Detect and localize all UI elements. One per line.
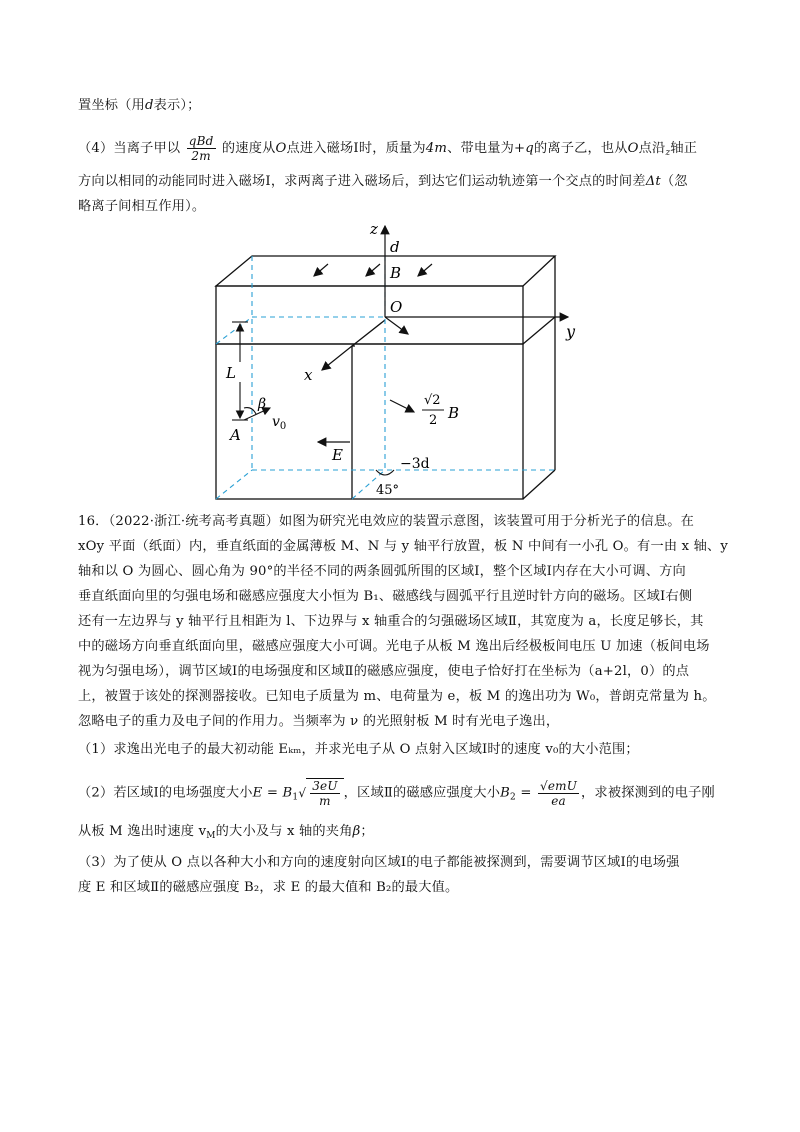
q16-line-6 <box>78 637 710 657</box>
q16-part1 <box>78 740 639 760</box>
hidden-mid-left-edge <box>216 317 252 344</box>
q16-p2-B2-sub: 2 <box>510 792 516 803</box>
q16-line-7 <box>78 662 689 682</box>
label-v0-sub: 0 <box>279 421 287 432</box>
label-d: d <box>390 238 400 256</box>
q16-l5-text: 还有一左边界与 y 轴平行且相距为 l、下边界与 x 轴重合的匀强磁场区域Ⅱ，其宽度为 a，长度足够长，其 <box>78 614 704 629</box>
label-b2-coef-num: √2 <box>424 393 441 408</box>
x-axis-arrow <box>322 346 352 370</box>
q15-p4-O2: O <box>627 141 639 156</box>
label-E: E <box>332 446 343 464</box>
label-minus-3d: −3d <box>400 456 430 472</box>
q16-line-8 <box>78 687 716 707</box>
label-z: z <box>370 222 378 238</box>
q16-p2-eq: = <box>515 785 536 801</box>
q15-p4-z: z <box>665 148 671 158</box>
q16-p2-frac-num: √emU <box>540 778 578 793</box>
beta-arc <box>244 408 256 414</box>
q15-line-a-text: 置坐标（用 <box>78 98 145 113</box>
q15-line-d <box>78 197 205 217</box>
q15-p4-label: （4）当离子甲以 <box>78 141 181 156</box>
q15-var-d: d <box>144 98 154 113</box>
label-45-degree: 45° <box>376 483 400 498</box>
q15-line-coordinates <box>78 96 201 116</box>
label-B2: B <box>448 404 460 422</box>
q16-p1-text: （1）求逸出光电子的最大初动能 Eₖₘ，并求光电子从 O 点射入区域Ⅰ时的速度 v₀的大小范围； <box>78 742 639 757</box>
q16-p2-b: ，区域Ⅱ的磁感应强度大小 <box>343 785 501 801</box>
q16-p2-E: E = B <box>252 785 293 801</box>
magnetic-field-diagram <box>200 222 580 504</box>
q16-p3-l1-text: （3）为了使从 O 点以各种大小和方向的速度射向区域Ⅰ的电子都能被探测到，需要调节区域Ⅰ的电场强 <box>78 855 680 870</box>
q16-l3-text: 轴和以 O 为圆心、圆心角为 90°的半径不同的两条圆弧所围的区域Ⅰ，整个区域Ⅰ内存在大小可调、方向 <box>78 564 686 579</box>
inner-divider-line <box>352 346 355 499</box>
q16-p2-line2-sub: M <box>206 831 216 841</box>
q16-l1-text: 16．（2022·浙江·统考高考真题）如图为研究光电效应的装置示意图，该装置可用于分析光子的信息。在 <box>78 514 694 529</box>
q16-l9-text: 忽略电子的重力及电子间的作用力。当频率为 ν 的光照射板 M 时有光电子逸出， <box>78 714 560 729</box>
q16-line-9 <box>78 712 559 732</box>
label-b2-coef-den: 2 <box>429 413 438 428</box>
q16-line-3 <box>78 562 686 582</box>
q16-p2-line2-a: 从板 M 逸出时速度 v <box>78 824 207 839</box>
q15-p4-mass: 4m <box>425 141 448 156</box>
angle-45-arc <box>376 470 394 475</box>
q16-p2-sqrt-den: m <box>319 794 331 808</box>
q15-part4-line <box>78 134 697 163</box>
label-x: x <box>304 366 313 384</box>
label-O: O <box>390 298 403 316</box>
q15-line-c <box>78 172 688 192</box>
q16-p2-frac-den: ea <box>551 793 566 808</box>
q16-p3-l2-text: 度 E 和区域Ⅱ的磁感应强度 B₂，求 E 的最大值和 B₂的最大值。 <box>78 880 459 895</box>
q16-part3-line1 <box>78 853 679 873</box>
q16-p2-B2: B <box>500 785 511 801</box>
q16-line-2 <box>78 537 728 557</box>
q16-p2-line2-b: 的大小及与 x 轴的夹角 <box>215 824 353 839</box>
label-A: A <box>230 426 241 444</box>
q16-l2-text: xOy 平面（纸面）内，垂直纸面的金属薄板 M、N 与 y 轴平行放置，板 N 中间有一小孔 O。有一由 x 轴、y <box>78 539 729 554</box>
box-lower-front <box>216 344 523 499</box>
q16-l8-text: 上，被置于该处的探测器接收。已知电子质量为 m、电荷量为 e，板 M 的逸出功为 W₀，普朗克常量为 h。 <box>78 689 716 704</box>
q15-line-c-end: （忽 <box>660 174 688 189</box>
q15-line-a-end: 表示）； <box>153 98 201 113</box>
q16-l7-text: 视为匀强电场），调节区域Ⅰ的电场强度和区域Ⅱ的磁感应强度，使电子恰好打在坐标为（a+2l，0）的点 <box>78 664 690 679</box>
q16-p2-frac <box>538 779 579 808</box>
q15-var-delta-t: Δt <box>645 174 661 189</box>
q15-p4-t3: 、带电量为 <box>447 141 515 156</box>
q15-p4-charge: +q <box>514 141 534 156</box>
q15-p4-frac-den: 2m <box>191 149 211 163</box>
q16-line-1 <box>78 512 694 532</box>
label-B: B <box>390 264 402 282</box>
box-mid-right-edge <box>523 317 555 344</box>
q16-p2-E-sub: 1 <box>292 792 299 803</box>
b-arrow-2 <box>366 264 380 276</box>
q16-line-4 <box>78 587 692 607</box>
q15-p4-t6: 轴正 <box>670 141 698 156</box>
q16-l4-text: 垂直纸面向里的匀强电场和磁感应强度大小恒为 B₁、磁感线与圆弧平行且逆时针方向的磁场。区域Ⅰ右侧 <box>78 589 693 604</box>
label-v0 <box>272 414 286 432</box>
q16-p2-line2-beta: β <box>352 824 361 839</box>
box-upper-front <box>216 286 523 344</box>
q16-p2-sqrt-num: 3eU <box>312 779 338 793</box>
q15-p4-t1: 的速度从 <box>221 141 276 156</box>
b-field-arrows <box>314 264 432 276</box>
q15-p4-fraction <box>187 134 216 163</box>
q16-part2-line1 <box>78 778 715 808</box>
q15-p4-t5: 点沿 <box>638 141 666 156</box>
b-arrow-1 <box>314 264 328 276</box>
label-v0-base: v <box>272 414 280 430</box>
b-arrow-3 <box>418 264 432 276</box>
axes <box>322 226 568 370</box>
hidden-bottom-left-edge <box>216 470 252 499</box>
q15-line-c-text: 方向以相同的动能同时进入磁场Ⅰ，求两离子进入磁场后，到达它们运动轨迹第一个交点的时间差 <box>78 174 646 189</box>
b2-arrow <box>390 400 414 412</box>
q16-part2-line2 <box>78 822 374 846</box>
q16-l6-text: 中的磁场方向垂直纸面向里，磁感应强度大小可调。光电子从板 M 逸出后经极板间电压 U 加速（板间电场 <box>78 639 710 654</box>
q16-part3-line2 <box>78 878 458 898</box>
q16-p2-c: ，求被探测到的电子刚 <box>581 785 715 801</box>
q15-p4-t2: 点进入磁场Ⅰ时，质量为 <box>286 141 426 156</box>
q16-p2-line2-c: ； <box>360 824 374 839</box>
label-L: L <box>226 364 236 382</box>
v0-vector <box>244 408 270 420</box>
q15-p4-O: O <box>275 141 287 156</box>
label-beta: β <box>258 396 267 412</box>
q16-line-5 <box>78 612 704 632</box>
q15-p4-frac-num: qBd <box>188 134 214 148</box>
box-bottom-right-edge <box>523 470 555 499</box>
q15-line-d-text: 略离子间相互作用）。 <box>78 199 206 214</box>
q16-p2-sqrt: √ $\frac{3eU}{m}$ <box>298 778 343 808</box>
label-y: y <box>566 322 576 341</box>
q15-p4-t4: 的离子乙，也从 <box>533 141 628 156</box>
q16-p2-sqrt-frac <box>310 779 339 808</box>
inner-divider-top <box>352 320 385 346</box>
v0-arrow <box>244 408 270 420</box>
x-axis-stub <box>385 317 408 334</box>
q16-p2-a: （2）若区域Ⅰ的电场强度大小 <box>78 785 253 801</box>
